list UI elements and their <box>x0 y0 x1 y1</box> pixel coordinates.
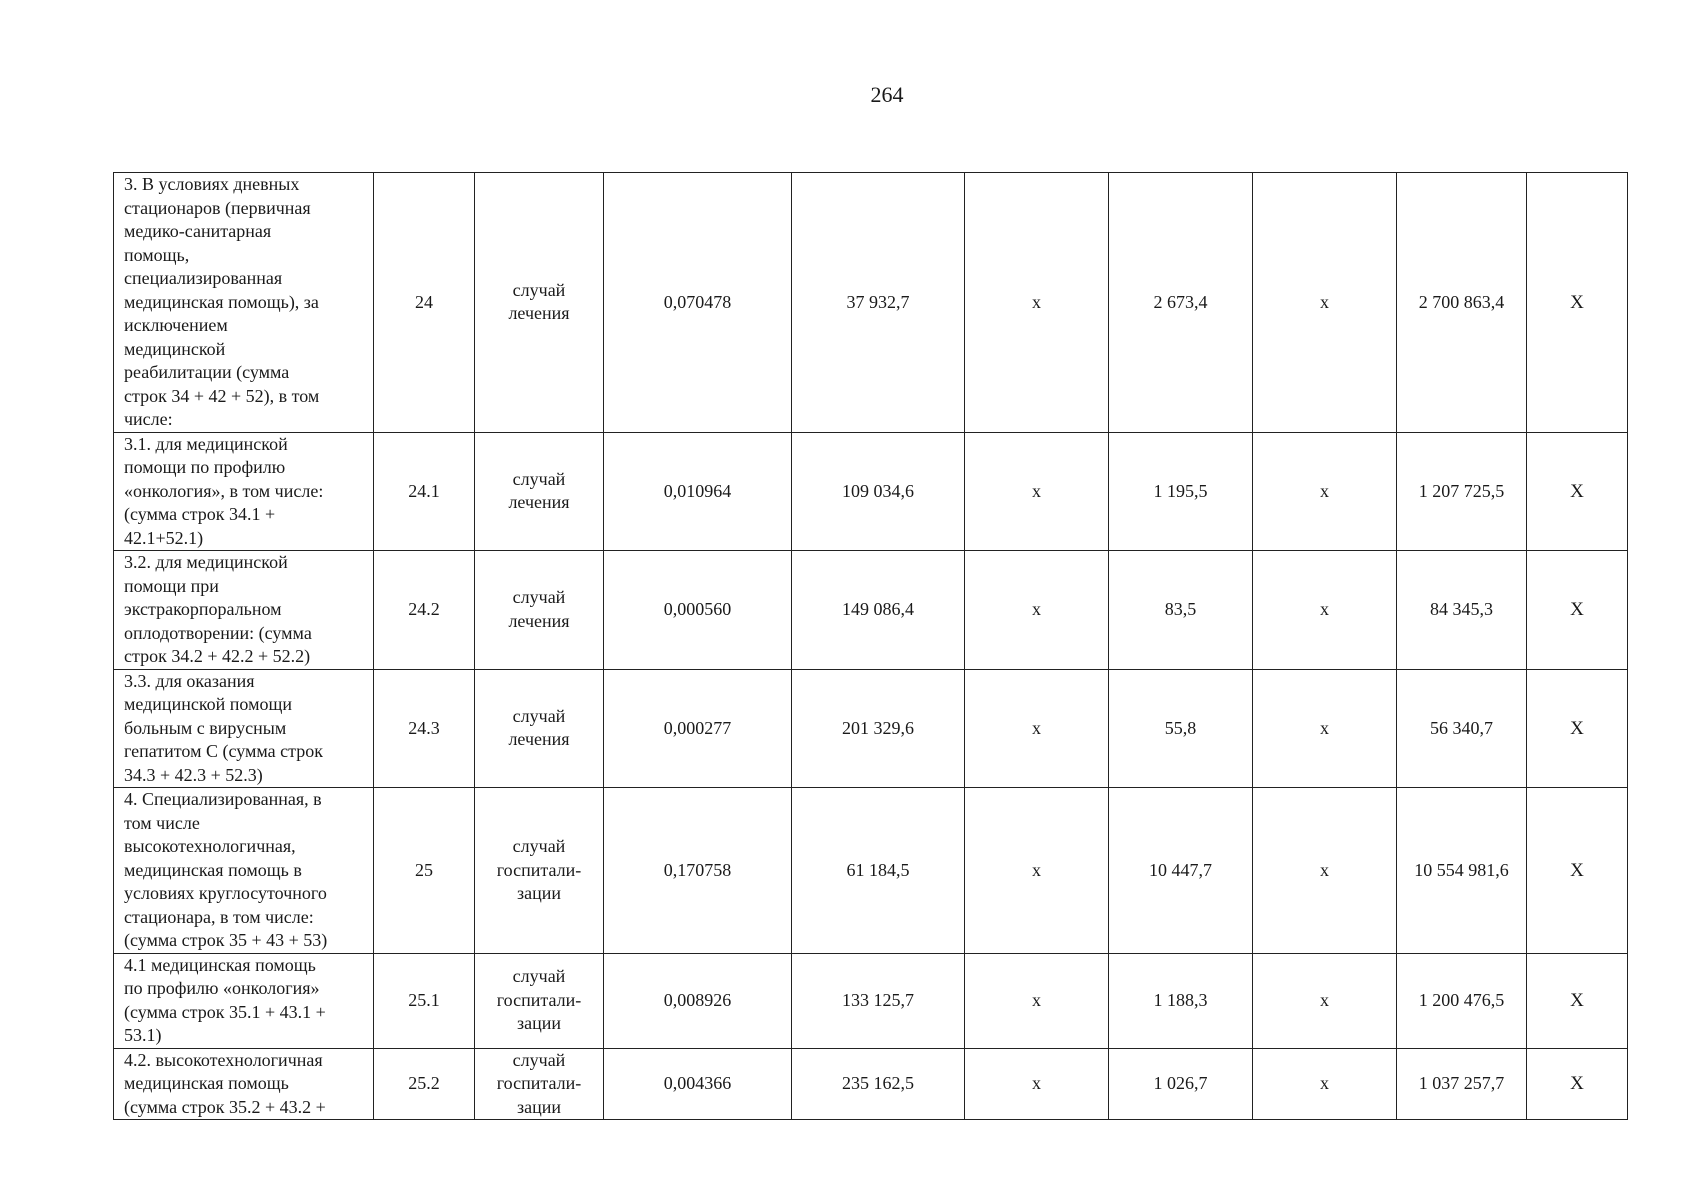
row-line-number-cell <box>374 953 475 1048</box>
row-description-cell <box>114 432 374 551</box>
row-norm-value-cell <box>604 432 792 551</box>
row-unit-cell <box>475 551 604 670</box>
row-line-number: 24.2 <box>408 599 440 619</box>
row-per-capita-value-cell <box>1109 551 1253 670</box>
table-row <box>114 173 1628 433</box>
row-total-value: 10 554 981,6 <box>1414 859 1509 880</box>
row-line-number-cell <box>374 432 475 551</box>
row-x-mark: x <box>1320 1073 1329 1093</box>
row-per-capita-value-cell <box>1109 788 1253 954</box>
row-unit: случай госпитали- зации <box>496 966 582 1034</box>
row-per-capita-value: 1 188,3 <box>1153 989 1208 1010</box>
row-description: 3. В условиях дневных стационаров (первичная медико-санитарная помощь, специализированная медицинская помощь), за исключением медицинской реабилитации (сумма строк 34 + 42 + 52), в том числе: <box>124 174 320 429</box>
row-x-mark-cell <box>1253 551 1397 670</box>
row-x-mark: x <box>1032 1073 1041 1093</box>
row-description: 4. Специализированная, в том числе высокотехнологичная, медицинская помощь в условиях круглосуточного стационара, в том числе: (сумма строк 35 + 43 + 53) <box>124 789 328 950</box>
row-line-number-cell <box>374 1048 475 1120</box>
table-row <box>114 432 1628 551</box>
row-cost-value-cell <box>792 953 965 1048</box>
row-total-value-cell <box>1397 788 1527 954</box>
row-unit: случай лечения <box>508 279 570 324</box>
row-x-mark-cell <box>965 432 1109 551</box>
row-unit-cell <box>475 953 604 1048</box>
row-line-number-cell <box>374 788 475 954</box>
row-per-capita-value-cell <box>1109 173 1253 433</box>
row-x-mark-capital: X <box>1570 717 1584 739</box>
row-total-value-cell <box>1397 669 1527 788</box>
row-cost-value: 61 184,5 <box>846 859 910 880</box>
table-body <box>114 173 1628 1120</box>
row-per-capita-value: 2 673,4 <box>1153 291 1208 312</box>
row-cost-value: 37 932,7 <box>846 291 910 312</box>
row-norm-value-cell <box>604 788 792 954</box>
row-total-value: 1 207 725,5 <box>1418 480 1505 501</box>
row-line-number-cell <box>374 173 475 433</box>
row-line-number: 25 <box>415 859 433 880</box>
row-per-capita-value-cell <box>1109 1048 1253 1120</box>
table-row <box>114 953 1628 1048</box>
row-description: 3.3. для оказания медицинской помощи больным с вирусным гепатитом С (сумма строк 34.3 + 42.3 + 52.3) <box>124 670 323 785</box>
row-norm-value-cell <box>604 173 792 433</box>
row-x-mark: x <box>1320 599 1329 619</box>
row-x-mark-capital-cell <box>1527 953 1628 1048</box>
row-norm-value: 0,010964 <box>663 480 732 501</box>
row-cost-value-cell <box>792 669 965 788</box>
row-norm-value: 0,170758 <box>663 859 732 880</box>
row-description: 4.1 медицинская помощь по профилю «онкология» (сумма строк 35.1 + 43.1 + 53.1) <box>124 954 326 1045</box>
row-unit-cell <box>475 788 604 954</box>
row-per-capita-value-cell <box>1109 953 1253 1048</box>
row-x-mark-capital: X <box>1570 859 1584 881</box>
row-norm-value: 0,004366 <box>663 1073 732 1093</box>
row-x-mark: x <box>1032 599 1041 619</box>
row-description-cell <box>114 173 374 433</box>
row-x-mark-capital: X <box>1570 480 1584 502</box>
row-description-cell <box>114 551 374 670</box>
row-unit: случай госпитали- зации <box>496 836 582 903</box>
row-description: 3.1. для медицинской помощи по профилю «онкология», в том числе: (сумма строк 34.1 + 42.1+52.1) <box>124 433 324 548</box>
row-line-number-cell <box>374 551 475 670</box>
row-x-mark: x <box>1032 480 1041 501</box>
table-row <box>114 788 1628 954</box>
row-total-value: 2 700 863,4 <box>1418 291 1505 312</box>
row-x-mark: x <box>1320 291 1329 312</box>
row-x-mark: x <box>1320 717 1329 738</box>
row-line-number: 25.1 <box>408 989 440 1010</box>
row-per-capita-value: 55,8 <box>1164 717 1197 738</box>
row-x-mark-cell <box>1253 432 1397 551</box>
row-unit: случай лечения <box>508 468 570 513</box>
row-x-mark-cell <box>1253 953 1397 1048</box>
row-norm-value: 0,000560 <box>663 599 732 619</box>
row-cost-value: 149 086,4 <box>842 599 914 619</box>
row-cost-value-cell <box>792 551 965 670</box>
row-x-mark-capital-cell <box>1527 788 1628 954</box>
page-number: 264 <box>870 82 904 107</box>
row-cost-value: 201 329,6 <box>842 717 914 738</box>
row-x-mark-capital-cell <box>1527 432 1628 551</box>
row-norm-value-cell <box>604 669 792 788</box>
row-norm-value-cell <box>604 953 792 1048</box>
row-line-number-cell <box>374 669 475 788</box>
row-x-mark-capital-cell <box>1527 551 1628 670</box>
row-total-value: 84 345,3 <box>1430 599 1493 619</box>
row-norm-value-cell <box>604 551 792 670</box>
row-x-mark-capital: X <box>1570 599 1584 620</box>
table-row <box>114 669 1628 788</box>
row-x-mark-cell <box>965 669 1109 788</box>
table-row <box>114 1048 1628 1120</box>
row-total-value-cell <box>1397 173 1527 433</box>
row-per-capita-value: 1 026,7 <box>1153 1073 1208 1093</box>
row-cost-value: 109 034,6 <box>842 480 914 501</box>
row-x-mark-cell <box>1253 1048 1397 1120</box>
row-norm-value: 0,000277 <box>663 717 732 738</box>
row-cost-value-cell <box>792 173 965 433</box>
row-description-cell <box>114 669 374 788</box>
row-total-value-cell <box>1397 551 1527 670</box>
row-total-value-cell <box>1397 953 1527 1048</box>
row-total-value: 1 200 476,5 <box>1418 989 1505 1010</box>
row-per-capita-value-cell <box>1109 432 1253 551</box>
row-x-mark-cell <box>1253 173 1397 433</box>
row-cost-value: 133 125,7 <box>842 989 914 1010</box>
row-cost-value-cell <box>792 432 965 551</box>
row-x-mark: x <box>1320 480 1329 501</box>
row-x-mark-capital: X <box>1570 989 1584 1011</box>
row-x-mark-cell <box>1253 669 1397 788</box>
row-per-capita-value: 1 195,5 <box>1153 480 1208 501</box>
data-table <box>113 172 1628 1120</box>
row-line-number: 25.2 <box>408 1073 440 1093</box>
row-norm-value-cell <box>604 1048 792 1120</box>
row-x-mark-cell <box>965 551 1109 670</box>
row-per-capita-value-cell <box>1109 669 1253 788</box>
row-unit: случай лечения <box>508 705 570 750</box>
row-cost-value-cell <box>792 788 965 954</box>
row-description-cell <box>114 788 374 954</box>
row-unit: случай госпитали- зации <box>496 1049 582 1117</box>
row-unit-cell <box>475 669 604 788</box>
row-description-cell <box>114 1048 374 1120</box>
row-description: 4.2. высокотехнологичная медицинская помощь (сумма строк 35.2 + 43.2 + <box>124 1049 326 1117</box>
row-x-mark-capital-cell <box>1527 1048 1628 1120</box>
row-total-value-cell <box>1397 432 1527 551</box>
row-x-mark: x <box>1032 989 1041 1010</box>
row-unit: случай лечения <box>508 587 570 631</box>
row-line-number: 24.3 <box>408 717 440 738</box>
row-description-cell <box>114 953 374 1048</box>
row-x-mark-cell <box>965 1048 1109 1120</box>
row-cost-value: 235 162,5 <box>842 1073 914 1093</box>
row-x-mark: x <box>1032 291 1041 312</box>
row-x-mark-cell <box>965 173 1109 433</box>
row-total-value: 56 340,7 <box>1430 717 1493 738</box>
row-x-mark-capital: X <box>1570 1073 1584 1094</box>
row-description: 3.2. для медицинской помощи при экстракорпоральном оплодотворении: (сумма строк 34.2 + 42.2 + 52.2) <box>124 552 312 666</box>
row-x-mark-cell <box>965 953 1109 1048</box>
row-per-capita-value: 83,5 <box>1164 599 1197 619</box>
row-x-mark-capital-cell <box>1527 669 1628 788</box>
row-norm-value: 0,070478 <box>663 291 732 312</box>
row-norm-value: 0,008926 <box>663 989 732 1010</box>
row-line-number: 24 <box>415 291 433 312</box>
row-x-mark: x <box>1032 717 1041 738</box>
row-cost-value-cell <box>792 1048 965 1120</box>
row-x-mark-capital: X <box>1570 291 1584 313</box>
row-total-value-cell <box>1397 1048 1527 1120</box>
row-unit-cell <box>475 1048 604 1120</box>
table-row <box>114 551 1628 670</box>
row-x-mark-cell <box>1253 788 1397 954</box>
row-x-mark: x <box>1032 859 1041 880</box>
row-x-mark-capital-cell <box>1527 173 1628 433</box>
row-per-capita-value: 10 447,7 <box>1149 859 1212 880</box>
row-line-number: 24.1 <box>408 480 440 501</box>
row-x-mark: x <box>1320 859 1329 880</box>
row-x-mark: x <box>1320 989 1329 1010</box>
row-x-mark-cell <box>965 788 1109 954</box>
row-total-value: 1 037 257,7 <box>1418 1073 1505 1093</box>
row-unit-cell <box>475 432 604 551</box>
row-unit-cell <box>475 173 604 433</box>
